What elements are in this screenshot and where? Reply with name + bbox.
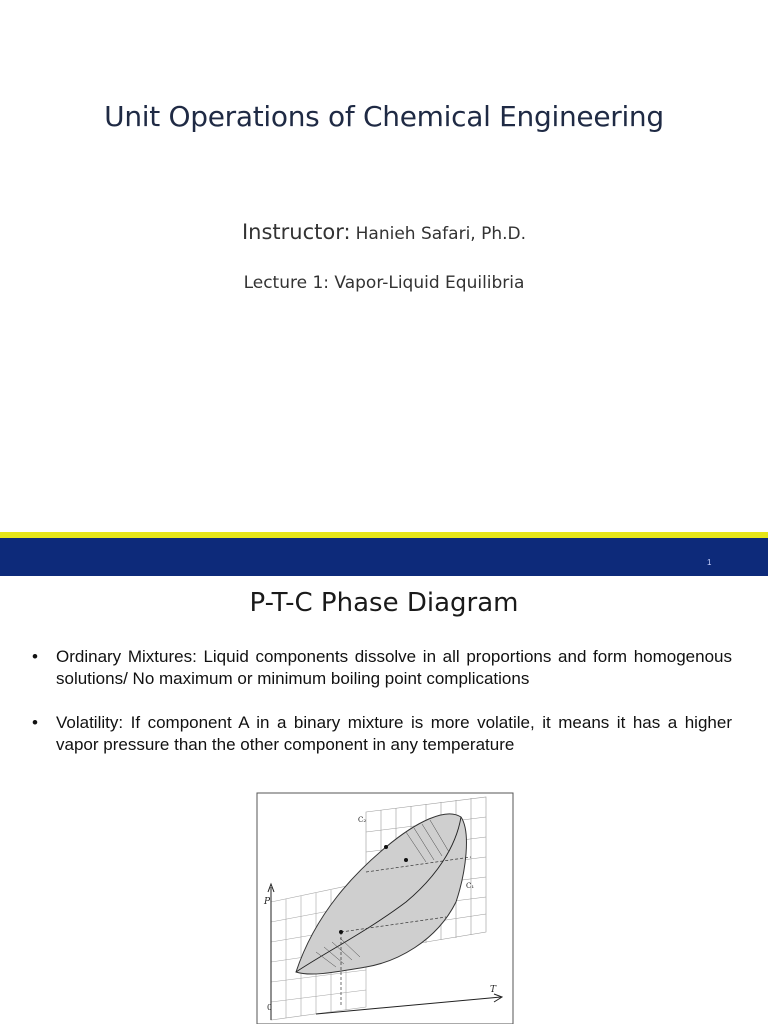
page-number: 1: [707, 558, 712, 567]
origin-label: 0: [267, 1003, 273, 1012]
bullet-marker: •: [32, 713, 38, 732]
instructor-label: Instructor:: [241, 220, 351, 244]
c1-label: C₁: [466, 882, 475, 890]
slide-title: Unit Operations of Chemical Engineering: [104, 100, 664, 133]
ptc-phase-diagram: [256, 792, 514, 1024]
lecture-subtitle: Lecture 1: Vapor-Liquid Equilibria: [243, 273, 525, 293]
bullet-item: [30, 646, 732, 690]
c2-label: C₂: [358, 816, 367, 824]
bullet-text: Ordinary Mixtures: Liquid components dissolve in all proportions and form homogenous solutions/ No maximum or minimum boiling point complications: [56, 647, 732, 688]
bullet-marker: •: [32, 647, 38, 666]
bullet-text: Volatility: If component A in a binary mixture is more volatile, it means it has a higher vapor pressure than the other component in any temperature: [56, 713, 732, 754]
temperature-axis-label: T: [490, 985, 497, 995]
bullet-list: [30, 646, 732, 778]
instructor-name: Hanieh Safari, Ph.D.: [355, 224, 527, 244]
instructor-line: [0, 220, 768, 244]
footer-navy-band: [0, 538, 768, 576]
slide-title: P-T-C Phase Diagram: [249, 588, 519, 618]
bullet-item: [30, 712, 732, 756]
content-slide: [0, 576, 768, 1024]
pressure-axis-label: P: [264, 897, 271, 907]
